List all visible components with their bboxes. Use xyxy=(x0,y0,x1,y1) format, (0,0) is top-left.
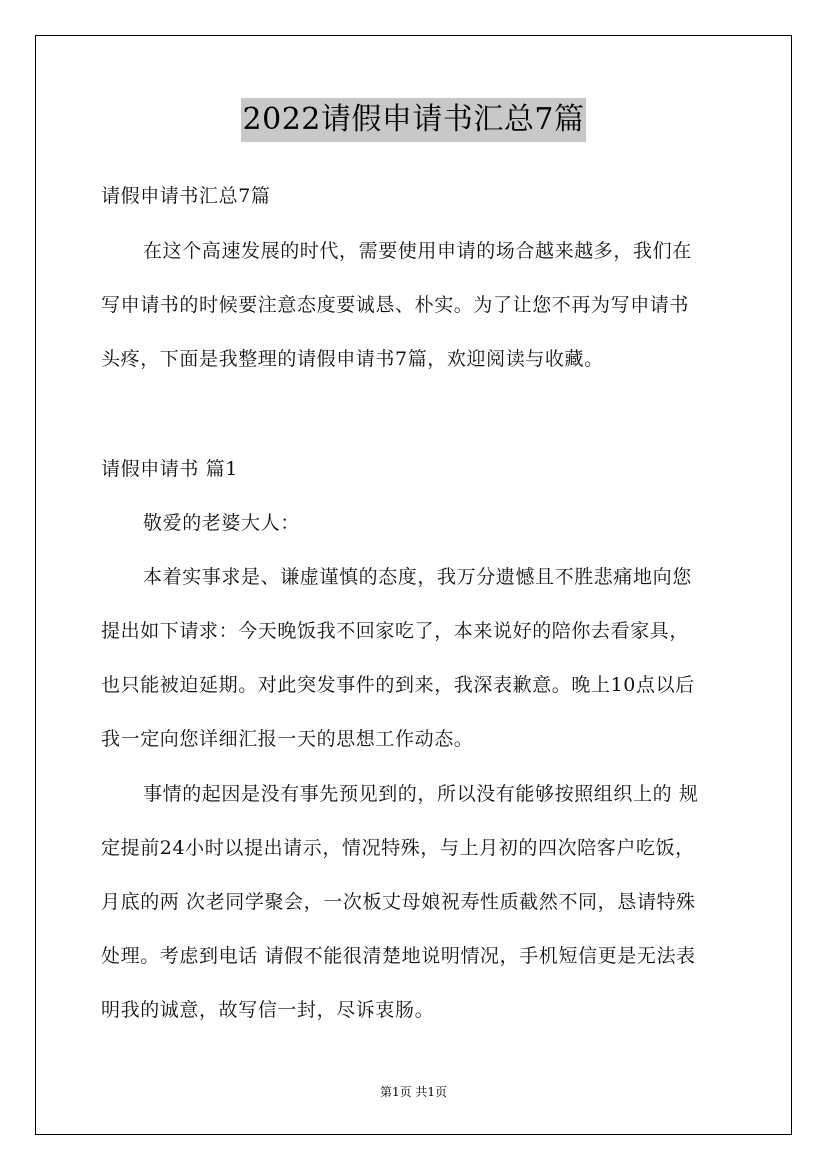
salutation: 敬爱的老婆大人： xyxy=(143,512,300,534)
page-footer: 第1页 共1页 xyxy=(379,1085,448,1099)
document-title: 2022请假申请书汇总7篇 xyxy=(241,98,587,142)
paragraph-line: 我一定向您详细汇报一天的思想工作动态。 xyxy=(101,728,474,750)
paragraph-line: 明我的诚意，故写信一封，尽诉衷肠。 xyxy=(101,999,435,1021)
document-subtitle: 请假申请书汇总7篇 xyxy=(101,185,271,207)
paragraph-line: 月底的两 次老同学聚会，一次板丈母娘祝寿性质截然不同，恳请特殊 xyxy=(101,891,696,913)
title-container xyxy=(0,98,827,142)
paragraph-line: 提出如下请求：今天晚饭我不回家吃了，本来说好的陪你去看家具， xyxy=(101,620,690,642)
intro-line: 写申请书的时候要注意态度要诚恳、朴实。为了让您不再为写申请书 xyxy=(101,294,690,316)
paragraph-line: 也只能被迫延期。对此突发事件的到来，我深表歉意。晚上10点以后 xyxy=(101,674,695,696)
paragraph-line: 定提前24小时以提出请示，情况特殊，与上月初的四次陪客户吃饭， xyxy=(101,837,695,859)
paragraph-line: 本着实事求是、谦虚谨慎的态度，我万分遗憾且不胜悲痛地向您 xyxy=(143,566,692,588)
section-heading: 请假申请书 篇1 xyxy=(101,458,238,480)
paragraph-line: 处理。考虑到电话 请假不能很清楚地说明情况，手机短信更是无法表 xyxy=(101,945,696,967)
paragraph-line: 事情的起因是没有事先预见到的，所以没有能够按照组织上的 规 xyxy=(143,783,699,805)
intro-line: 在这个高速发展的时代，需要使用申请的场合越来越多，我们在 xyxy=(143,240,692,262)
intro-line: 头疼，下面是我整理的请假申请书7篇，欢迎阅读与收藏。 xyxy=(101,348,604,370)
